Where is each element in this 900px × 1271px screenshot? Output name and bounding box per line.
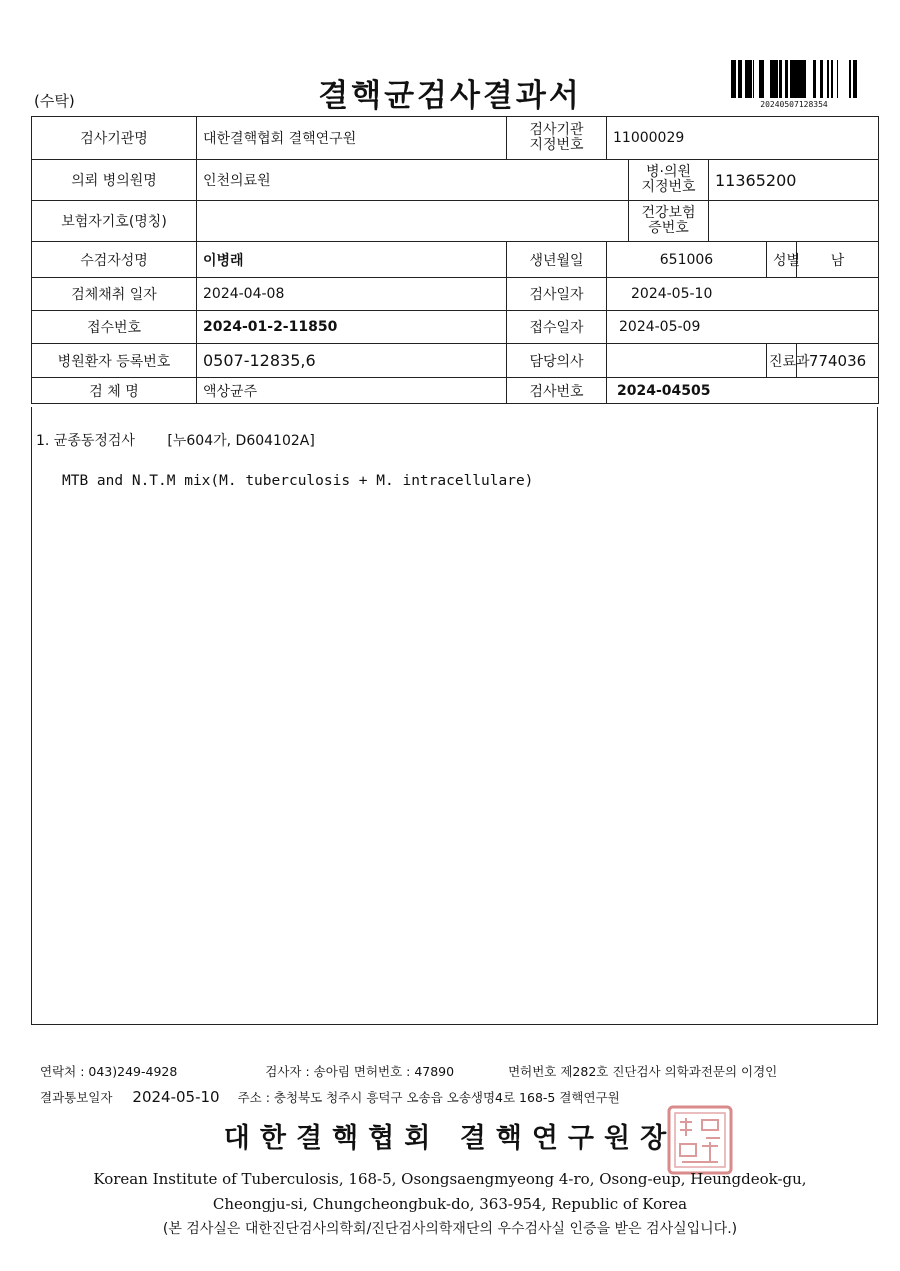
barcode-bar [738,60,741,98]
barcode-bar [733,60,735,98]
result-box [31,407,878,1025]
result-heading: 1. 균종동정검사 [36,433,135,449]
barcode-bar [820,60,823,98]
barcode-bar [770,60,772,98]
hospital-value: 인천의료원 [197,160,629,201]
barcode-bar [831,60,832,98]
institution-no-label: 검사기관 지정번호 [507,117,607,160]
address-text: 주소 : 충청북도 청주시 흥덕구 오송읍 오송생명4로 168-5 결핵연구원 [237,1090,620,1105]
entrust-label: (수탁) [34,92,75,110]
document-title: 결핵균검사결과서 [318,78,582,114]
barcode-bar [759,60,761,98]
barcode-bar [731,60,733,98]
english-address-line-2: Cheongju-si, Chungcheongbuk-do, 363-954, Republic of Korea [212,1195,688,1213]
result-line: MTB and N.T.M mix(M. tuberculosis + M. intracellulare) [62,473,534,489]
institution-label: 검사기관명 [32,117,197,160]
hospital-label: 의뢰 병의원명 [32,160,197,201]
barcode-bar [772,60,775,98]
barcode-bar [790,60,792,98]
sex-label: 성별 [767,242,797,278]
receipt-date-value: 2024-05-09 [607,311,879,344]
collect-date-label: 검체채취 일자 [32,278,197,311]
barcode-bar [735,60,736,98]
insured-label: 보험자기호(명칭) [32,201,197,242]
notice-label: 결과통보일자 [40,1090,113,1105]
barcode-bar [741,60,742,98]
collect-date-value: 2024-04-08 [197,278,507,311]
barcode-bar [750,60,752,98]
barcode-bar [853,60,854,98]
receipt-no-label: 접수번호 [32,311,197,344]
certification-note: (본 검사실은 대한진단검사의학회/진단검사의학재단의 우수검사실 인증을 받은 검사실입니다.) [162,1221,738,1237]
dept-label: 진료과 [767,344,797,378]
barcode-bar [837,60,838,98]
insured-value [197,201,629,242]
barcode-bar [745,60,747,98]
info-table [31,116,879,404]
reg-no-value: 0507-12835,6 [197,344,507,378]
barcode-bar [798,60,799,98]
dept-value: 774036 [797,344,879,378]
patient-name-value: 이병래 [197,242,507,278]
barcode-bar [832,60,833,98]
footer-row-2 [40,1088,620,1106]
barcode-bar [779,60,782,98]
doctor-label: 담당의사 [507,344,607,378]
test-date-label: 검사일자 [507,278,607,311]
test-date-value: 2024-05-10 [607,278,879,311]
sex-value: 남 [797,242,879,278]
barcode-bar [854,60,857,98]
patient-name-label: 수검자성명 [32,242,197,278]
footer-row-1 [40,1062,777,1080]
contact-text: 연락처 : 043)249-4928 [40,1064,178,1079]
reg-no-label: 병원환자 등록번호 [32,344,197,378]
birth-value: 651006 [607,242,767,278]
barcode-bar [795,60,798,98]
barcode-bar [785,60,788,98]
barcode-bar [813,60,816,98]
barcode-bar [804,60,806,98]
barcode-bar [761,60,762,98]
test-no-label: 검사번호 [507,378,607,404]
notice-date: 2024-05-10 [132,1088,220,1106]
health-card-value [709,201,879,242]
barcode-bar [799,60,802,98]
tester-text: 검사자 : 송아림 면허번호 : 47890 [265,1064,455,1079]
barcode-bar [753,60,754,98]
specialist-text: 면허번호 제282호 진단검사 의학과전문의 이경인 [508,1064,778,1079]
barcode-bar [747,60,750,98]
result-code: [누604가, D604102A] [167,433,315,449]
test-no-value: 2024-04505 [607,378,879,404]
specimen-label: 검 체 명 [32,378,197,404]
receipt-date-label: 접수일자 [507,311,607,344]
institution-no-value: 11000029 [607,117,879,160]
english-address-line-1: Korean Institute of Tuberculosis, 168-5, Osongsaengmyeong 4-ro, Osong-eup, Heungdeok-gu, [93,1170,807,1188]
hospital-no-value: 11365200 [709,160,879,201]
institution-value: 대한결핵협회 결핵연구원 [197,117,507,160]
institute-name: 대한결핵협회 결핵연구원장 [223,1123,677,1154]
barcode-bar [827,60,829,98]
health-card-label: 건강보험 증번호 [629,201,709,242]
barcode [731,60,857,98]
specimen-value: 액상균주 [197,378,507,404]
result-heading-row [36,430,343,450]
barcode-bar [802,60,804,98]
barcode-number: 20240507128354 [760,100,828,109]
hospital-no-label: 병·의원 지정번호 [629,160,709,201]
doctor-value [607,344,767,378]
receipt-no-value: 2024-01-2-11850 [197,311,507,344]
barcode-bar [762,60,764,98]
barcode-bar [849,60,851,98]
barcode-bar [792,60,795,98]
birth-label: 생년월일 [507,242,607,278]
barcode-bar [775,60,778,98]
